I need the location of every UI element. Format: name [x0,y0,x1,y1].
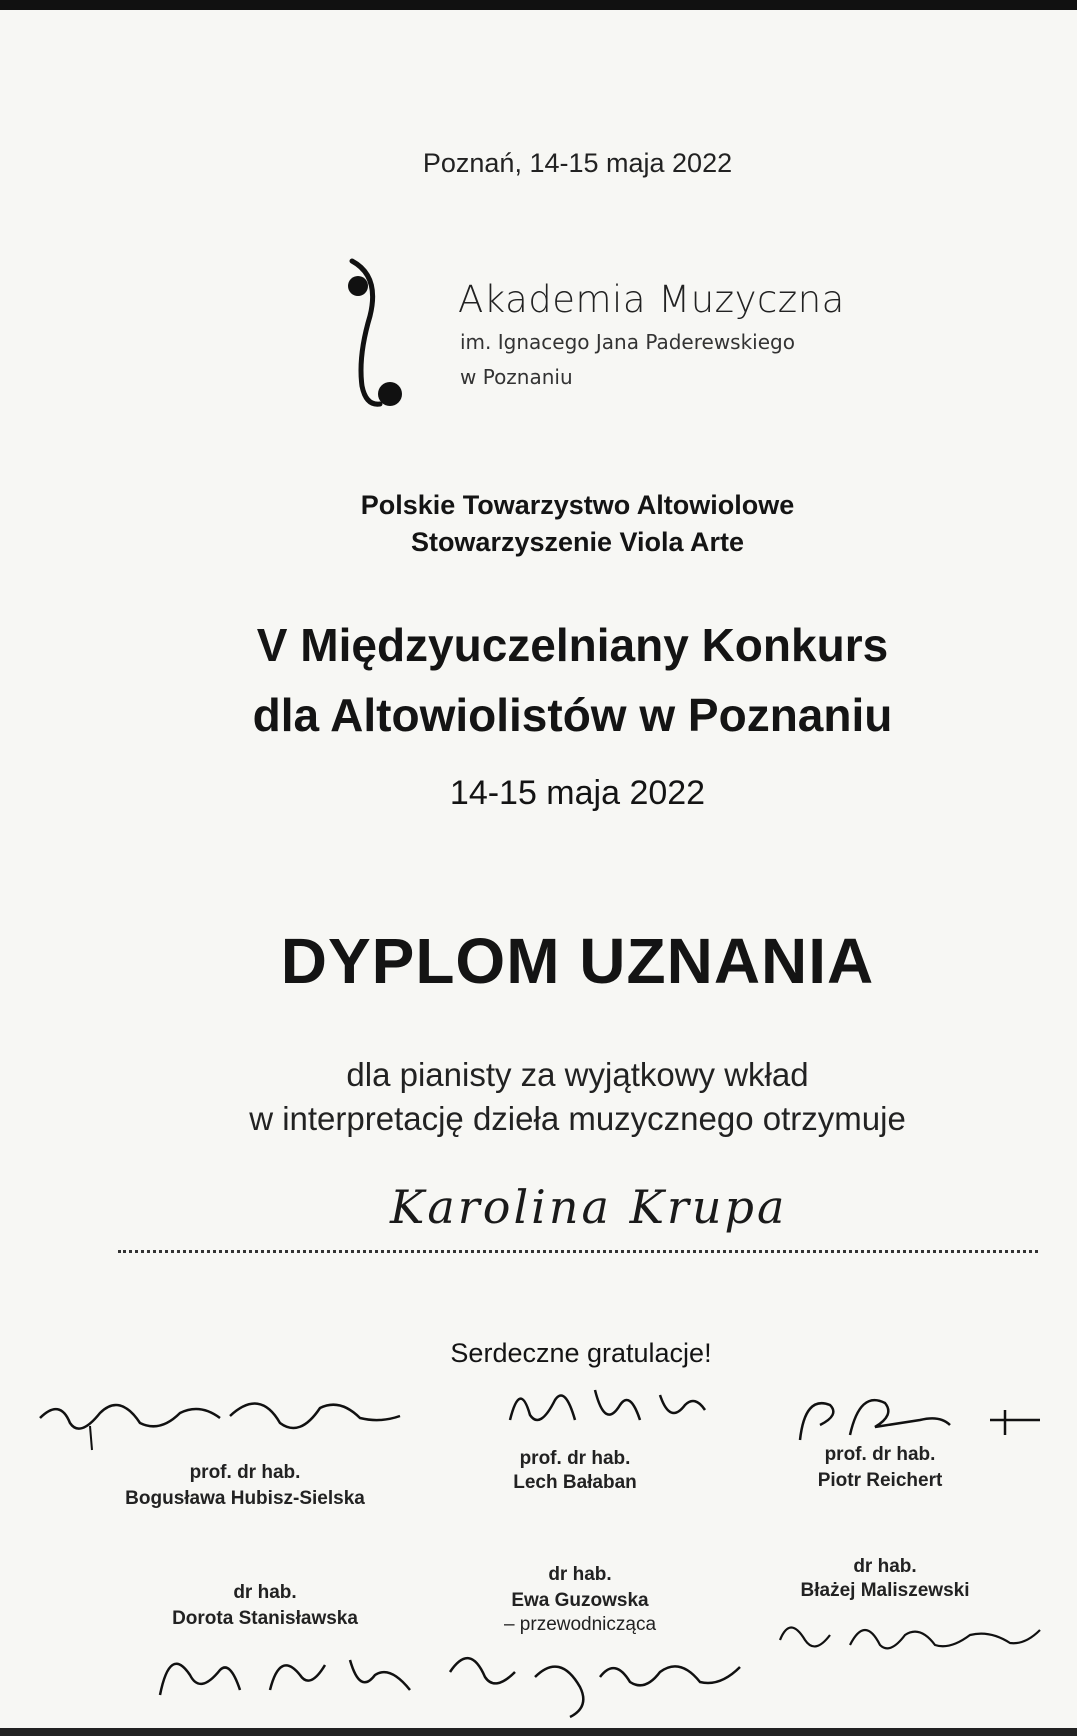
jury-title-3: prof. dr hab. [824,1444,936,1465]
jury-name-2: Lech Bałaban [513,1472,637,1493]
bottom-border [0,1728,1077,1736]
academy-patron: im. Ignacego Jana Paderewskiego [460,330,795,354]
diploma-description-line1: dla pianisty za wyjątkowy wkład [346,1056,809,1093]
jury-title-2: prof. dr hab. [519,1448,631,1469]
signature-stanislawska [150,1635,430,1715]
jury-title-6: dr hab. [853,1556,917,1577]
congratulations: Serdeczne gratulacje! [450,1338,712,1368]
jury-title-4: dr hab. [233,1582,297,1603]
academy-name: Akademia Muzyczna [458,278,845,321]
place-date: Poznań, 14-15 maja 2022 [422,148,733,178]
jury-name-4: Dorota Stanisławska [172,1608,358,1629]
recipient-name: Karolina Krupa [390,1180,788,1234]
jury-title-1: prof. dr hab. [189,1462,301,1483]
jury-role-5: – przewodnicząca [503,1614,657,1635]
signature-maliszewski [770,1605,1050,1665]
signature-balaban [495,1370,715,1445]
jury-name-1: Bogusława Hubisz-Sielska [125,1488,365,1509]
signature-hubisz-sielska [30,1378,410,1458]
jury-name-5: Ewa Guzowska [511,1590,649,1611]
organizer-2: Stowarzyszenie Viola Arte [410,527,745,557]
competition-title-line1: V Międzyuczelniany Konkurs [256,619,889,671]
signature-guzowska [440,1632,750,1722]
competition-title-line2: dla Altowiolistów w Poznaniu [252,689,893,741]
diploma-heading: DYPLOM UZNANIA [280,925,875,997]
recipient-dotted-line [118,1250,1038,1253]
organizer-1: Polskie Towarzystwo Altowiolowe [360,490,795,520]
academy-logo-icon [340,256,430,416]
jury-name-3: Piotr Reichert [817,1470,943,1491]
diploma-description-line2: w interpretację dzieła muzycznego otrzymuje [249,1100,906,1137]
top-border [0,0,1077,10]
academy-city: w Poznaniu [460,365,573,389]
competition-date: 14-15 maja 2022 [449,774,706,812]
jury-name-6: Błażej Maliszewski [800,1580,970,1601]
jury-title-5: dr hab. [548,1564,612,1585]
